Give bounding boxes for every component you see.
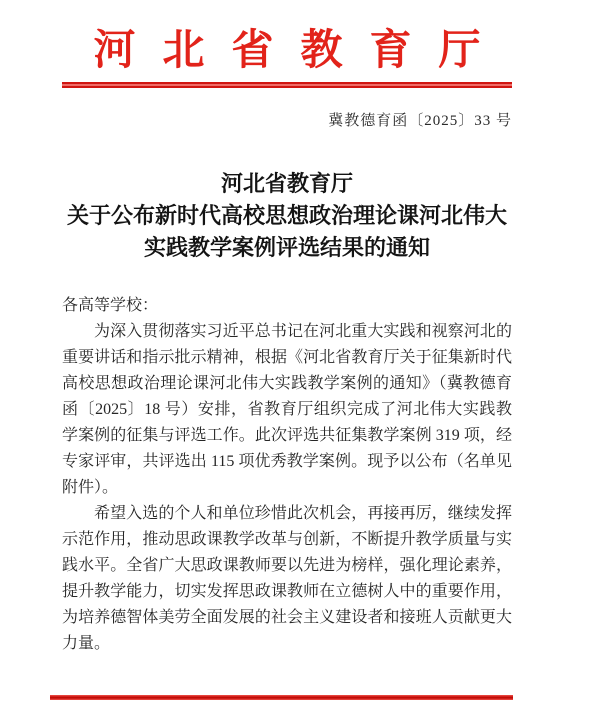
salutation: 各高等学校： bbox=[62, 297, 159, 314]
notice-title bbox=[62, 168, 512, 264]
notice-body bbox=[62, 293, 512, 657]
notice-title-line-1: 河北省教育厅 bbox=[220, 171, 353, 196]
document-number: 冀教德育函〔2025〕33 号 bbox=[328, 113, 512, 129]
document-content-column bbox=[62, 0, 512, 657]
agency-banner-title: 河北省教育厅 bbox=[93, 28, 508, 74]
header-divider-line bbox=[62, 82, 512, 88]
notice-title-line-3: 实践教学案例评选结果的通知 bbox=[143, 235, 430, 260]
footer-divider-line bbox=[50, 695, 513, 700]
notice-title-line-2: 关于公布新时代高校思想政治理论课河北伟大 bbox=[66, 203, 507, 228]
body-paragraph-2: 希望入选的个人和单位珍惜此次机会，再接再厉，继续发挥示范作用，推动思政课教学改革与创新，不断提升教学质量与实践水平。全省广大思政课教师要以先进为榜样，强化理论素养，提升教学能力，切实发挥思政课教师在立德树人中的重要作用，为培养德智体美劳全面发展的社会主义建设者和接班人贡献更大力量。 bbox=[62, 505, 512, 652]
body-paragraph-1: 为深入贯彻落实习近平总书记在河北重大实践和视察河北的重要讲话和指示批示精神，根据《河北省教育厅关于征集新时代高校思想政治理论课河北伟大实践教学案例的通知》（冀教德育函〔2025〕18 号）安排，省教育厅组织完成了河北伟大实践教学案例的征集与评选工作。此次评选共征集教学案例 319 项，经专家评审，共评选出 115 项优秀教学案例。现予以公布（名单见附件）。 bbox=[62, 323, 512, 496]
